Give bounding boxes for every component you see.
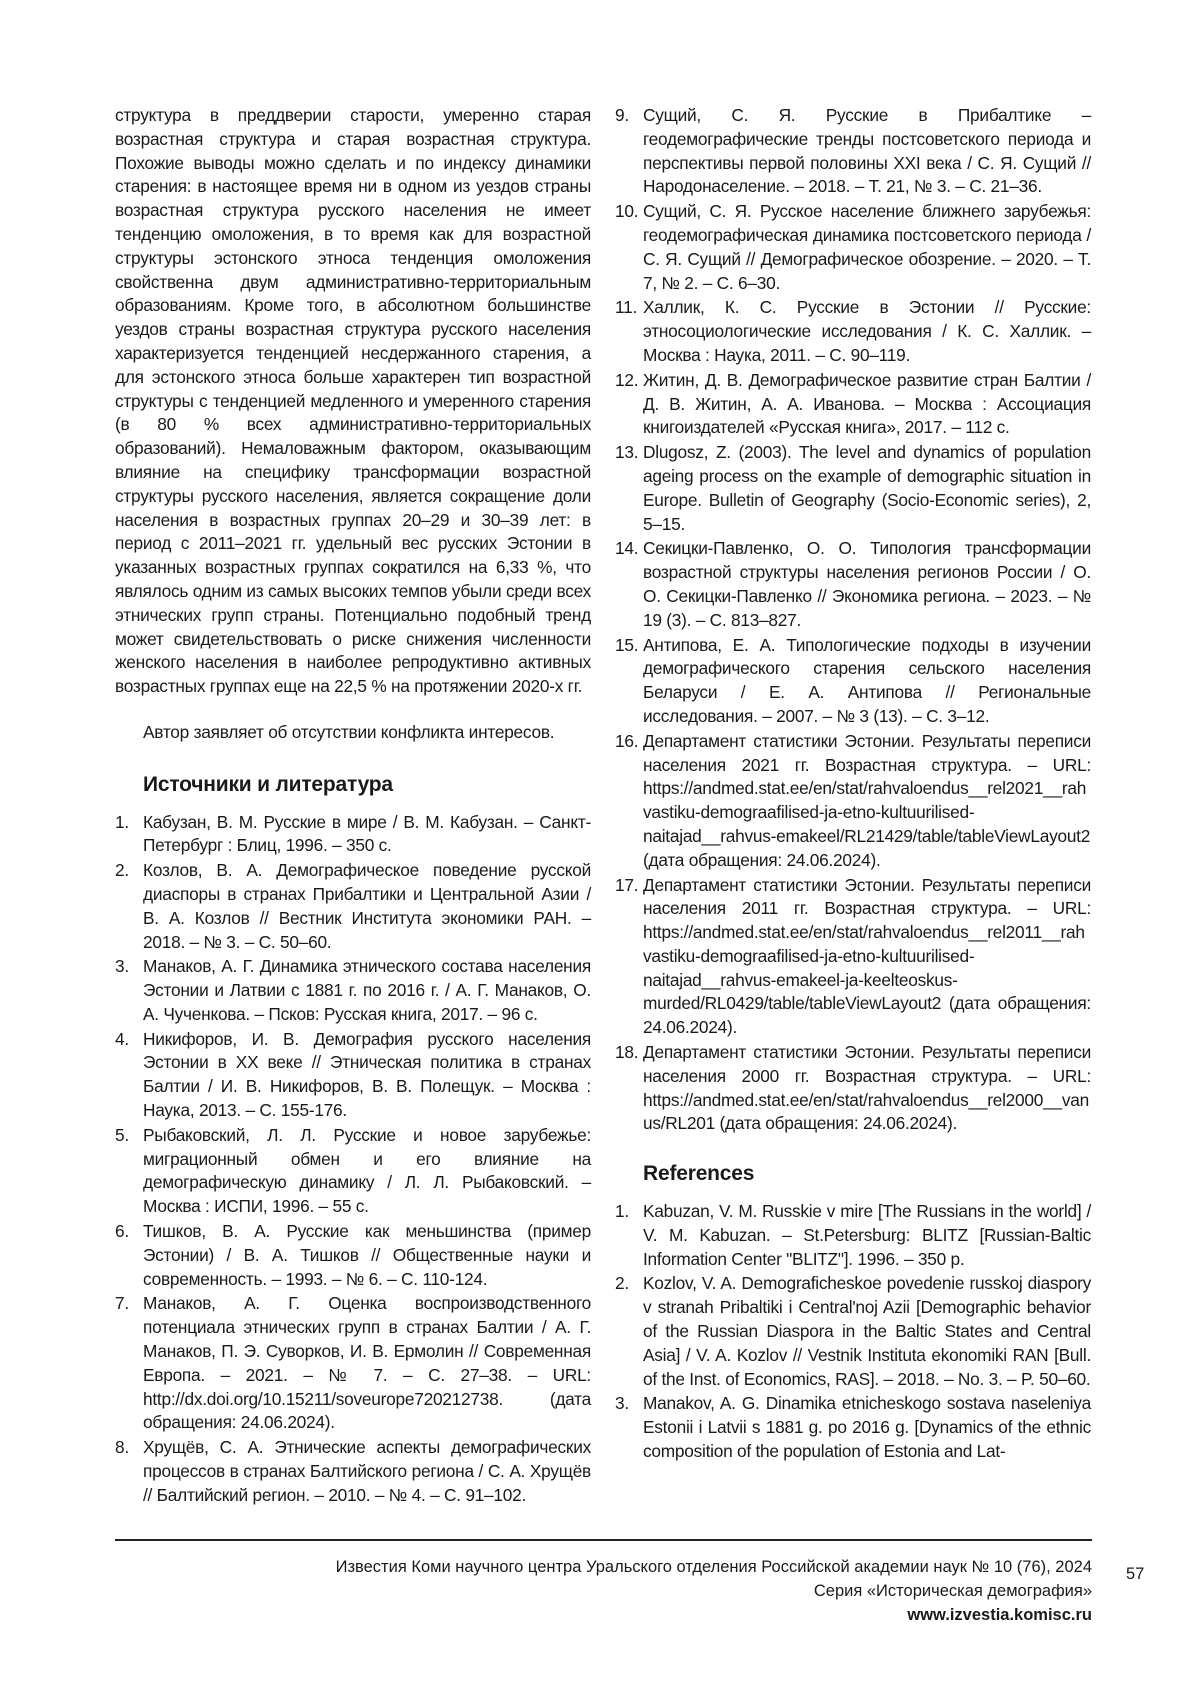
source-item <box>115 811 591 859</box>
source-item <box>115 1124 591 1219</box>
source-number: 16. <box>615 730 639 751</box>
reference-item <box>615 1200 1091 1271</box>
source-number: 2. <box>115 860 129 881</box>
source-text: Департамент статистики Эстонии. Результаты переписи населения 2000 гг. Возрастная структура. – URL: https://andmed.stat.ee/en/stat/rahvaloendus__rel2000__vanus/RL201 (дата обращения: 24.06.2024). <box>643 1042 1091 1134</box>
source-text: Манаков, А. Г. Динамика этнического состава населения Эстонии и Латвии с 1881 г. по 2016 г. / А. Г. Манаков, О. А. Чученкова. – Псков: Русская книга, 2017. – 96 с. <box>143 956 591 1024</box>
source-number: 17. <box>615 874 639 895</box>
source-item <box>115 1292 591 1435</box>
reference-text: Manakov, A. G. Dinamika etnicheskogo sostava naseleniya Estonii i Latvii s 1881 g. po 2016 g. [Dynamics of the ethnic composition of the population of Estonia and Lat- <box>643 1393 1091 1462</box>
source-number: 15. <box>615 634 639 655</box>
source-item <box>615 369 1091 440</box>
source-number: 11. <box>615 297 637 318</box>
source-text: Секицки-Павленко, О. О. Типология трансформации возрастной структуры населения регионов России / О. О. Секицки-Павленко // Экономика региона. – 2023. – № 19 (3). – С. 813–827. <box>643 538 1091 630</box>
source-number: 18. <box>615 1042 639 1063</box>
source-text: Антипова, Е. А. Типологические подходы в изучении демографического старения сельского населения Беларуси / Е. А. Антипова // Региональные исследования. – 2007. – № 3 (13). – С. 3–12. <box>643 634 1091 726</box>
source-item <box>615 874 1091 1041</box>
source-item <box>615 296 1091 367</box>
footer-divider <box>115 1539 1092 1541</box>
source-item <box>115 1436 591 1507</box>
source-number: 12. <box>615 369 639 390</box>
source-item <box>115 955 591 1026</box>
source-text: Никифоров, И. В. Демография русского населения Эстонии в XX веке // Этническая политика в странах Балтии / И. В. Никифоров, В. В. Полещук. – Москва : Наука, 2013. – С. 155-176. <box>143 1028 591 1121</box>
source-item <box>115 859 591 954</box>
source-number: 1. <box>115 811 129 832</box>
reference-text: Kozlov, V. A. Demograficheskoe povedenie russkoj diaspory v stranah Pribaltiki i Central'noj Azii [Demographic behavior of the Russian Diaspora in the Baltic States and Central Asia] / V. A. Kozlov // Vestnik Instituta ekonomiki RAN [Bull. of the Inst. of Economics, RAS]. – 2018. – No. 3. – P. 50–60. <box>643 1273 1091 1389</box>
source-number: 9. <box>615 105 629 125</box>
right-column <box>615 104 1091 1465</box>
reference-item <box>615 1392 1091 1463</box>
source-text: Dlugosz, Z. (2003). The level and dynamics of population ageing process on the example of demographic situation in Europe. Bulletin of Geography (Socio-Economic series), 2, 5–15. <box>643 442 1091 534</box>
source-number: 8. <box>115 1437 129 1458</box>
source-text: Кабузан, В. М. Русские в мире / В. М. Кабузан. – Санкт-Петербург : Блиц, 1996. – 350 с. <box>143 811 591 856</box>
source-number: 3. <box>115 956 129 977</box>
source-number: 13. <box>615 442 639 463</box>
sources-list <box>115 811 591 1508</box>
source-item <box>615 200 1091 295</box>
left-column <box>115 104 591 1509</box>
reference-number: 2. <box>615 1273 629 1294</box>
source-text: Сущий, С. Я. Русское население ближнего зарубежья: геодемографическая динамика постсоветского периода / С. Я. Сущий // Демографическое обозрение. – 2020. – Т. 7, № 2. – С. 6–30. <box>643 201 1091 293</box>
source-number: 7. <box>115 1293 129 1314</box>
source-item <box>615 730 1091 873</box>
source-text: Тишков, В. А. Русские как меньшинства (пример Эстонии) / В. А. Тишков // Общественные науки и современность. – 1993. – № 6. – С. 110-124. <box>143 1221 591 1289</box>
reference-number: 3. <box>615 1393 629 1414</box>
journal-footer <box>336 1555 1092 1627</box>
source-text: Манаков, А. Г. Оценка воспроизводственного потенциала этнических групп в странах Балтии / А. Г. Манаков, П. Э. Суворков, И. В. Ермолин // Современная Европа. – 2021. – № 7. – С. 27–38. – URL: http://dx.doi.org/10.15211/soveurope720212738. (дата обращения: 24.06.2024). <box>143 1293 591 1433</box>
body-paragraph: структура в преддверии старости, умеренно старая возрастная структура и старая возрастная структура. Похожие выводы можно сделать и по индексу динамики старения: в настоящее время ни в одном из уездов страны возрастная структура русского населения не имеет тенденцию омоложения, в то время как для возрастной структуры эстонского этноса тенденция омоложения свойственна двум административно-территориальным образованиям. Кроме того, в абсолютном большинстве уездов страны возрастная структура русского населения характеризуется тенденцией несдержанного старения, а для эстонского этноса больше характерен тип возрастной структуры с тенденцией медленного и умеренного старения (в 80 % всех административно-территориальных образований). Немаловажным фактором, оказывающим влияние на специфику трансформации возрастной структуры русского населения, является сокращение доли населения в возрастных группах 20–29 и 30–39 лет: в период с 2011–2021 гг. удельный вес русских Эстонии в указанных возрастных группах сократился на 6,33 %, что являлось одним из самых высоких темпов убыли среди всех этнических групп страны. Потенциально подобный тренд может свидетельствовать о риске снижения численности женского населения в наиболее репродуктивно активных возрастных группах еще на 22,5 % на протяжении 2020-х гг. <box>115 105 591 697</box>
source-number: 6. <box>115 1221 129 1242</box>
references-list <box>615 1200 1091 1464</box>
source-text: Халлик, К. С. Русские в Эстонии // Русские: этносоциологические исследования / К. С. Халлик. – Москва : Наука, 2011. – С. 90–119. <box>643 297 1091 365</box>
source-item <box>115 1028 591 1123</box>
source-item <box>615 1041 1091 1136</box>
source-item <box>615 104 1091 199</box>
journal-title: Известия Коми научного центра Уральского отделения Российской академии наук № 10 (76), 2024 <box>335 1558 1092 1576</box>
journal-series: Серия «Историческая демография» <box>813 1582 1092 1600</box>
source-number: 14. <box>615 538 639 559</box>
sources-list-continued <box>615 104 1091 1136</box>
conflict-of-interest-note: Автор заявляет об отсутствии конфликта интересов. <box>143 721 555 742</box>
reference-item <box>615 1272 1091 1391</box>
source-text: Департамент статистики Эстонии. Результаты переписи населения 2011 гг. Возрастная структура. – URL: https://andmed.stat.ee/en/stat/rahvaloendus__rel2011__rahvastiku-demograafilised-ja-etno-kultuurilised-naitajad__rahvus-emakeel-ja-keelteoskus-murded/RL0429/table/tableViewLayout2 (дата обращения: 24.06.2024). <box>643 874 1091 1038</box>
source-number: 4. <box>115 1028 129 1049</box>
reference-text: Kabuzan, V. M. Russkie v mire [The Russians in the world] / V. M. Kabuzan. – St.Petersburg: BLITZ [Russian-Baltic Information Center "BLITZ"]. 1996. – 350 p. <box>643 1201 1091 1269</box>
journal-website: www.izvestia.komisc.ru <box>907 1606 1092 1624</box>
source-item <box>615 441 1091 536</box>
source-number: 10. <box>615 201 639 222</box>
source-text: Сущий, С. Я. Русские в Прибалтике – геодемографические тренды постсоветского периода и перспективы первой половины XXI века / С. Я. Сущий // Народонаселение. – 2018. – Т. 21, № 3. – С. 21–36. <box>643 105 1091 197</box>
source-item <box>115 1220 591 1291</box>
source-text: Козлов, В. А. Демографическое поведение русской диаспоры в странах Прибалтики и Центральной Азии / В. А. Козлов // Вестник Института экономики РАН. – 2018. – № 3. – С. 50–60. <box>143 860 591 952</box>
source-text: Департамент статистики Эстонии. Результаты переписи населения 2021 гг. Возрастная структура. – URL: https://andmed.stat.ee/en/stat/rahvaloendus__rel2021__rahvastiku-demograafilised-ja-etno-kultuurilised-naitajad__rahvus-emakeel/RL21429/table/tableViewLayout2 (дата обращения: 24.06.2024). <box>643 730 1091 870</box>
source-text: Житин, Д. В. Демографическое развитие стран Балтии / Д. В. Житин, А. А. Иванова. – Москва : Ассоциация книгоиздателей «Русская книга», 2017. – 112 с. <box>643 369 1091 438</box>
source-text: Рыбаковский, Л. Л. Русские и новое зарубежье: миграционный обмен и его влияние на демографическую динамику / Л. Л. Рыбаковский. – Москва : ИСПИ, 1996. – 55 с. <box>143 1124 591 1217</box>
source-item <box>615 634 1091 729</box>
references-heading: References <box>643 1162 755 1186</box>
source-item <box>615 537 1091 632</box>
page-number: 57 <box>1126 1565 1145 1583</box>
reference-number: 1. <box>615 1201 629 1222</box>
source-text: Хрущёв, С. А. Этнические аспекты демографических процессов в странах Балтийского региона / С. А. Хрущёв // Балтийский регион. – 2010. – № 4. – С. 91–102. <box>143 1437 591 1505</box>
sources-heading: Источники и литература <box>143 772 393 796</box>
source-number: 5. <box>115 1124 129 1145</box>
